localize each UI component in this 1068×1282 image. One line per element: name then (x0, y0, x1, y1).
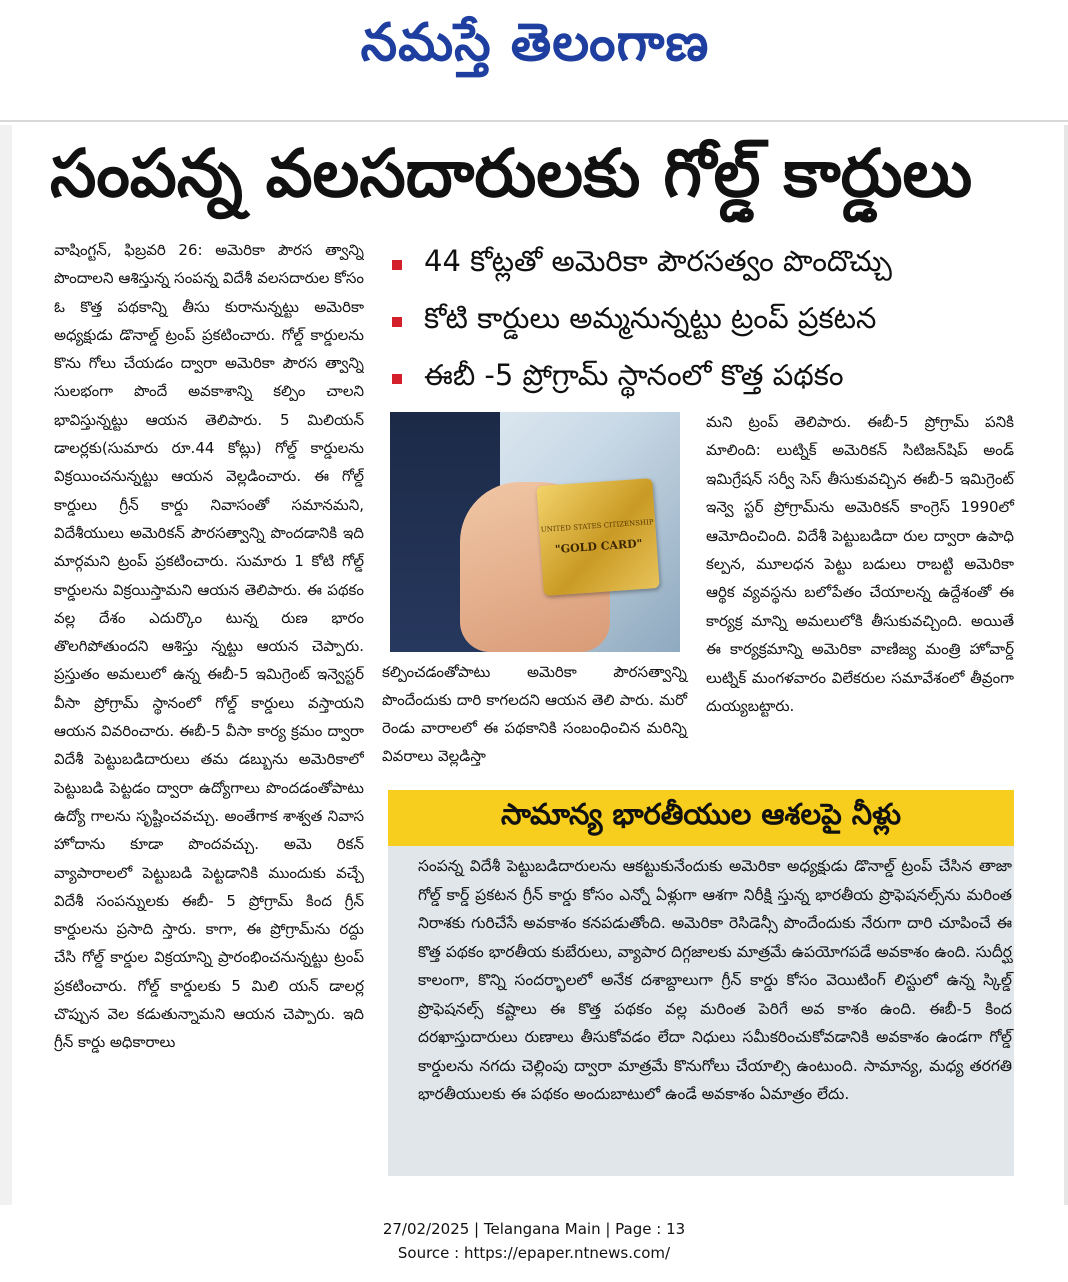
highlight-bullet-item (392, 293, 1022, 350)
highlight-bullet-item (392, 350, 1022, 407)
gold-card-graphic (536, 478, 659, 596)
left-page-margin (0, 125, 12, 1205)
right-page-margin (1064, 125, 1068, 1205)
highlight-bullets (392, 236, 1022, 407)
article-column-middle: కల్పించడంతోపాటు అమెరికా పౌరసత్వాన్ని పొందేందుకు దారి కాగలదని ఆయన తెలి పారు. మరో రెండు వారాలలో ఈ పథకానికి సంబంధించిన మరిన్ని వివరాలు వెల్లడిస్తా (382, 663, 687, 765)
masthead-divider (0, 120, 1068, 122)
gold-card-photo (390, 412, 680, 652)
article-column-left: వాషింగ్టన్, ఫిబ్రవరి 26: అమెరికా పౌరస త్వాన్ని పొందాలని ఆశిస్తున్న సంపన్న విదేశీ వలసదారుల కోసం ఓ కొత్త పథకాన్ని తీసు కురానున్నట్టు అమెరికా అధ్యక్షుడు డొనాల్డ్ ట్రంప్ ప్రకటించారు. గోల్డ్ కార్డులను కొను గోలు చేయడం ద్వారా అమెరికా పౌరస త్వాన్ని సులభంగా పొందే అవకాశాన్ని కల్పిం చాలని భావిస్తున్నట్టు ఆయన తెలిపారు. 5 మిలియన్ డాలర్లకు(సుమారు రూ.44 కోట్లు) గోల్డ్ కార్డులను విక్రయించనున్నట్టు ఆయన వెల్లడించారు. ఈ గోల్డ్ కార్డులు గ్రీన్ కార్డు నివాసంతో సమానమని, విదేశీయులు అమెరికన్ పౌరసత్వాన్ని పొందడానికి ఇది మార్గమని ట్రంప్ ప్రకటించారు. సుమారు 1 కోటి గోల్డ్ కార్డులను విక్రయిస్తామని ఆయన తెలిపారు. ఈ పథకం వల్ల దేశం ఎదుర్కొం టున్న రుణ భారం తొలగిపోతుందని ఆశిస్తు న్నట్టు ఆయన చెప్పారు. ప్రస్తుతం అమలులో ఉన్న ఈబీ-5 ఇమిగ్రెంట్ ఇన్వెస్టర్ వీసా ప్రోగ్రామ్ స్థానంలో గోల్డ్ కార్డులు వస్తాయని ఆయన వివరించారు. ఈబీ-5 వీసా కార్య క్రమం ద్వారా విదేశీ పెట్టుబడిదారులు తమ డబ్బును అమెరికాలో పెట్టుబడి పెట్టడం ద్వారా ఉద్యోగాలు పొందడంతోపాటు ఉద్యో గాలను సృష్టించవచ్చు. అంతేగాక శాశ్వత నివాస హోదాను కూడా పొందవచ్చు. అమె రికన్ వ్యాపారాలలో పెట్టుబడి పెట్టడానికి ముందుకు వచ్చే విదేశీ సంపన్నులకు ఈబీ- 5 ప్రోగ్రామ్ కింద గ్రీన్ కార్డులను ప్రసాది స్తారు. కాగా, ఈ ప్రోగ్రామ్‌ను రద్దు చేసి గోల్డ్ కార్డుల విక్రయాన్ని ప్రారంభించనున్నట్టు ట్రంప్ ప్రకటించారు. గోల్డ్ కార్డులకు 5 మిలి యన్ డాలర్ల చొప్పున వెల కడుతున్నామని ఆయన చెప్పారు. ఇది గ్రీన్ కార్డు అధికారాలు (54, 241, 364, 1052)
article-headline: సంపన్న వలసదారులకు గోల్డ్ కార్డులు (50, 135, 973, 212)
highlight-bullet-item (392, 236, 1022, 293)
gold-card-title: "GOLD CARD" (554, 536, 643, 556)
red-square-bullet-icon (392, 374, 402, 384)
sidebar-box-text: సంపన్న విదేశీ పెట్టుబడిదారులను ఆకట్టుకునేందుకు అమెరికా అధ్యక్షుడు డొనాల్డ్ ట్రంప్ చేసిన తాజా గోల్డ్ కార్డ్ ప్రకటన గ్రీన్ కార్డు కోసం ఎన్నో ఏళ్లుగా ఆశగా నిరీక్షి స్తున్న భారతీయ ప్రొఫెషనల్స్‌ను మరింత నిరాశకు గురిచేసే అవకాశం కనపడుతోంది. అమెరికా రెసిడెన్సీ పొందేందుకు నేరుగా దారి చూపించే ఈ కొత్త పథకం భారతీయ కుబేరులు, వ్యాపార దిగ్గజాలకు మాత్రమే ఉపయోగపడే అవకాశం ఉంది. సుదీర్ఘ కాలంగా, కొన్ని సందర్భాలలో అనేక దశాబ్దాలుగా గ్రీన్ కార్డు కోసం వెయిటింగ్ లిస్టులో ఉన్న స్కిల్డ్ ప్రొఫెషనల్స్ కష్టాలు ఈ కొత్త పథకం వల్ల మరింత పెరిగే అవ కాశం ఉంది. ఈబీ-5 కింద దరఖాస్తుదారులు రుణాలు తీసుకోవడం లేదా నిధులు సమీకరించుకోవడానికి అవకాశం ఉండగా గోల్డ్ కార్డులను నగదు చెల్లింపు ద్వారా మాత్రమే కొనుగోలు చేయాల్సి ఉంటుంది. సామాన్య, మధ్య తరగతి భారతీయులకు ఈ పథకం అందుబాటులో ఉండే అవకాశం ఏమాత్రం లేదు. (418, 857, 1012, 1103)
gold-card-caption: UNITED STATES CITIZENSHIP (540, 517, 654, 534)
bullet-text: 44 కోట్లతో అమెరికా పౌరసత్వం పొందొచ్చు (424, 243, 892, 278)
footer-date-page: 27/02/2025 | Telangana Main | Page : 13 (382, 1220, 686, 1238)
sidebar-box-header: సామాన్య భారతీయుల ఆశలపై నీళ్లు (388, 790, 1014, 846)
footer-source-link[interactable]: Source : https://epaper.ntnews.com/ (397, 1244, 671, 1262)
newspaper-masthead: నమస్తే తెలంగాణ (360, 12, 710, 73)
bullet-text: కోటి కార్డులు అమ్మనున్నట్టు ట్రంప్ ప్రకటన (424, 300, 877, 335)
bullet-text: ఈబీ -5 ప్రోగ్రామ్ స్థానంలో కొత్త పథకం (424, 357, 844, 392)
red-square-bullet-icon (392, 317, 402, 327)
article-column-right: మని ట్రంప్ తెలిపారు. ఈబీ-5 ప్రోగ్రామ్ పనికి మాలింది: లుట్నిక్ అమెరికన్ సిటిజన్‌షిప్ అండ్ ఇమిగ్రేషన్ సర్వీ సెస్ తీసుకువచ్చిన ఈబీ-5 ఇమిగ్రెంట్ ఇన్వె స్టర్ ప్రోగ్రామ్‌ను అమెరికన్ కాంగ్రెస్ 1990లో ఆమోదించింది. విదేశీ పెట్టుబడిదా రుల ద్వారా ఉపాధి కల్పన, మూలధన పెట్టు బడులు రాబట్టి అమెరికా ఆర్థిక వ్యవస్థను బలోపేతం చేయాలన్న ఉద్దేశంతో ఈ కార్యక్ర మాన్ని అమలులోకి తీసుకువచ్చింది. అయితే ఈ కార్యక్రమాన్ని అమెరికా వాణిజ్య మంత్రి హోవార్డ్ లుట్నిక్ మంగళవారం విలేకరుల సమావేశంలో తీవ్రంగా దుయ్యబట్టారు. (706, 413, 1014, 716)
red-square-bullet-icon (392, 260, 402, 270)
